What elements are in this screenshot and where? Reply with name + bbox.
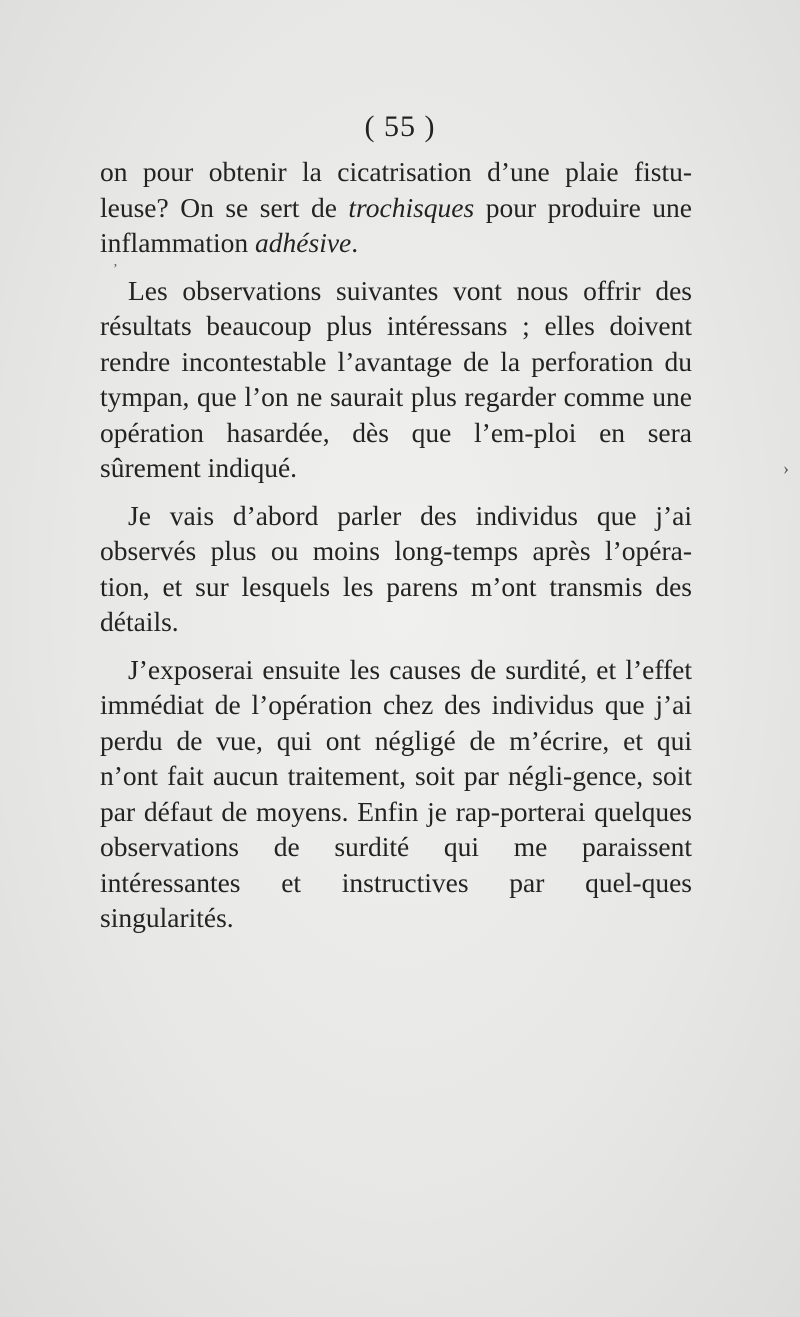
paragraph-4: J’exposerai ensuite les causes de surdité, et l’effet immédiat de l’opération chez des individus que j’ai perdu de vue, qui ont négligé de m’écrire, et qui n’ont fait aucun traitement, soit par négli-gence, soit par défaut de moyens. Enfin je rap-porterai quelques observations de surdité qui me paraissent intéressantes et instructives par quel-ques singularités.: [100, 653, 692, 933]
paragraph-2: Les observations suivantes vont nous offrir des résultats beaucoup plus intéressans ; elles doivent rendre incontestable l’avantage de la perforation du tympan, que l’on ne saurait plus regarder comme une opération hasardée, dès que l’em-ploi en sera sûrement indiqué.: [100, 274, 692, 483]
paragraph-1-text-c: .: [351, 227, 359, 258]
page-number: ( 55 ): [364, 110, 436, 143]
page-body: [100, 154, 692, 948]
paragraph-1: [100, 154, 692, 261]
margin-mark: ›: [783, 458, 789, 478]
italic-term-trochisques: trochisques: [348, 191, 475, 223]
paragraph-3: Je vais d’abord parler des individus que j’ai observés plus ou moins long-temps après l’opéra-tion, et sur lesquels les parens m’ont transmis des détails.: [100, 499, 692, 637]
stray-mark: ’: [113, 262, 118, 277]
paragraph-1-text-a: on pour obtenir la cicatrisation d’une plaie fistu-leuse? On se sert de: [100, 156, 692, 223]
paragraph-1-text-b: pour produire une inflammation: [100, 191, 692, 258]
italic-term-adhesive: adhésive: [255, 227, 352, 258]
